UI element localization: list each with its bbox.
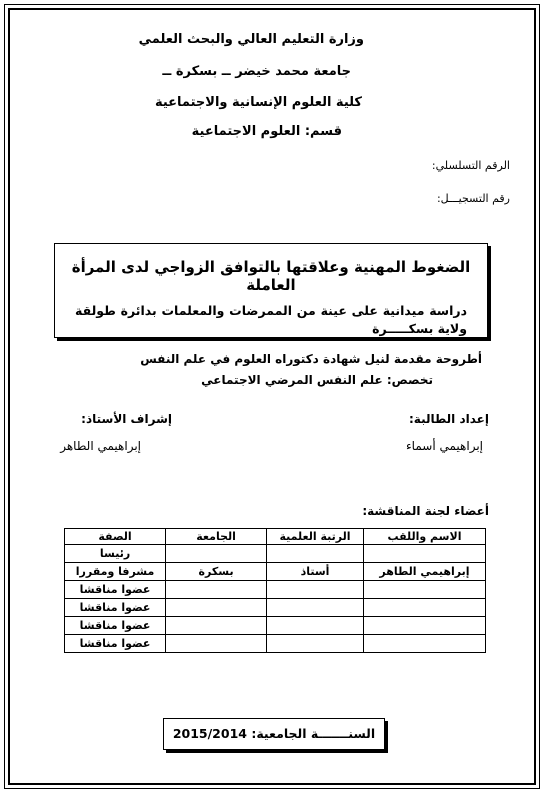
header-rank: الرتبة العلمية <box>267 529 364 545</box>
cell-role: عضوا مناقشا <box>65 635 166 653</box>
cell-university <box>166 635 267 653</box>
table-row <box>65 599 486 617</box>
thesis-title: الضغوط المهنية وعلاقتها بالتوافق الزواجي لدى المرأة العاملة <box>71 258 471 294</box>
committee-table <box>64 528 486 653</box>
cell-university: بسكرة <box>166 563 267 581</box>
cell-rank <box>267 545 364 563</box>
cell-university <box>166 545 267 563</box>
header-name: الاسم واللقب <box>363 529 485 545</box>
supervisor-name: إبراهيمي الطاهر <box>60 439 141 453</box>
faculty-name: كلية العلوم الإنسانية والاجتماعية <box>154 95 362 110</box>
committee-label: أعضاء لجنة المناقشة: <box>362 504 489 518</box>
cell-name: إبراهيمي الطاهر <box>363 563 485 581</box>
academic-year-value: 2015/2014 <box>172 726 247 741</box>
specialization: تخصص: علم النفس المرضي الاجتماعي <box>201 373 433 387</box>
academic-year-box <box>163 718 385 750</box>
degree-statement: أطروحة مقدمة لنيل شهادة دكتوراه العلوم في علم النفس <box>140 352 482 366</box>
cell-name <box>363 599 485 617</box>
cell-role: عضوا مناقشا <box>65 599 166 617</box>
cell-university <box>166 599 267 617</box>
cell-rank <box>267 599 364 617</box>
table-row <box>65 617 486 635</box>
committee-header-row <box>65 529 486 545</box>
cell-role: رئيسا <box>65 545 166 563</box>
academic-year-label: السنـــــــة الجامعية: <box>251 726 376 741</box>
cell-role: مشرفا ومقررا <box>65 563 166 581</box>
cell-rank: أستاذ <box>267 563 364 581</box>
supervisor-label: إشراف الأستاذ: <box>81 412 172 426</box>
header-role: الصفة <box>65 529 166 545</box>
cell-rank <box>267 635 364 653</box>
table-row <box>65 563 486 581</box>
thesis-title-box <box>54 243 488 338</box>
cell-university <box>166 617 267 635</box>
university-name: جامعة محمد خيضر ــ بسكرة ــ <box>162 64 351 79</box>
department-name: قسم: العلوم الاجتماعية <box>191 124 342 139</box>
cell-rank <box>267 617 364 635</box>
cell-name <box>363 635 485 653</box>
thesis-subtitle: دراسة ميدانية على عينة من الممرضات والمعلمات بدائرة طولقة ولاية بسكـــــرة <box>75 303 467 336</box>
cell-university <box>166 581 267 599</box>
cell-role: عضوا مناقشا <box>65 617 166 635</box>
serial-number-label: الرقم التسلسلي: <box>431 159 510 172</box>
header-university: الجامعة <box>166 529 267 545</box>
student-name: إبراهيمي أسماء <box>406 439 483 453</box>
table-row <box>65 635 486 653</box>
table-row <box>65 545 486 563</box>
cell-name <box>363 617 485 635</box>
cell-name <box>363 545 485 563</box>
cell-role: عضوا مناقشا <box>65 581 166 599</box>
registration-number-label: رقم التسجيـــل: <box>436 192 510 205</box>
ministry-name: وزارة التعليم العالي والبحث العلمي <box>138 32 364 47</box>
table-row <box>65 581 486 599</box>
prepared-by-label: إعداد الطالبة: <box>409 412 489 426</box>
cell-name <box>363 581 485 599</box>
cell-rank <box>267 581 364 599</box>
